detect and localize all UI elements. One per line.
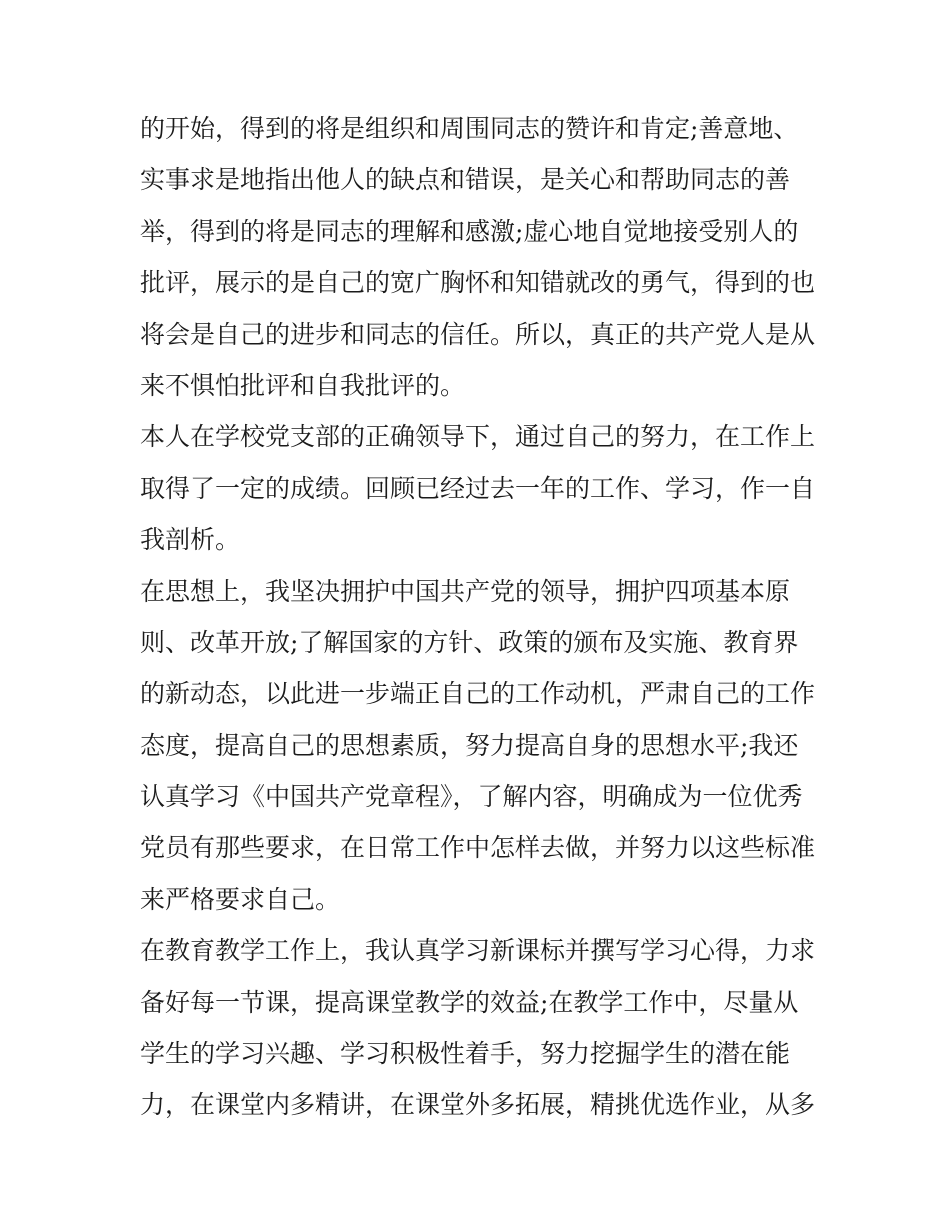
- text-line: 将会是自己的进步和同志的信任。所以，真正的共产党人是从: [140, 319, 816, 349]
- text-line: 则、改革开放;了解国家的方针、政策的颁布及实施、教育界: [140, 627, 799, 657]
- text-line: 力，在课堂内多精讲，在课堂外多拓展，精挑优选作业，从多: [140, 1090, 816, 1120]
- text-line: 态度，提高自己的思想素质，努力提高自身的思想水平;我还: [140, 730, 799, 760]
- text-line: 认真学习《中国共产党章程》，了解内容，明确成为一位优秀: [140, 782, 803, 812]
- text-line: 举，得到的将是同志的理解和感激;虚心地自觉地接受别人的: [140, 216, 799, 246]
- text-line: 本人在学校党支部的正确领导下，通过自己的努力，在工作上: [140, 422, 816, 452]
- text-line: 实事求是地指出他人的缺点和错误，是关心和帮助同志的善: [140, 165, 791, 195]
- text-line: 的新动态，以此进一步端正自己的工作动机，严肃自己的工作: [140, 679, 816, 709]
- text-line: 党员有那些要求，在日常工作中怎样去做，并努力以这些标准: [140, 833, 816, 863]
- document-body: [140, 103, 830, 1131]
- text-line: 取得了一定的成绩。回顾已经过去一年的工作、学习，作一自: [140, 473, 816, 503]
- text-line: 备好每一节课，提高课堂教学的效益;在教学工作中，尽量从: [140, 987, 799, 1017]
- text-line: 的开始，得到的将是组织和周围同志的赞许和肯定;善意地、: [140, 114, 799, 143]
- text-line: 批评，展示的是自己的宽广胸怀和知错就改的勇气，得到的也: [140, 268, 816, 298]
- text-line: 在教育教学工作上，我认真学习新课标并撰写学习心得，力求: [140, 936, 816, 966]
- text-line: 来严格要求自己。: [140, 884, 341, 914]
- text-line: 我剖析。: [140, 525, 241, 555]
- text-line: 来不惧怕批评和自我批评的。: [140, 370, 466, 400]
- text-line: 在思想上，我坚决拥护中国共产党的领导，拥护四项基本原: [140, 576, 791, 606]
- text-line: 学生的学习兴趣、学习积极性着手，努力挖掘学生的潜在能: [140, 1039, 791, 1069]
